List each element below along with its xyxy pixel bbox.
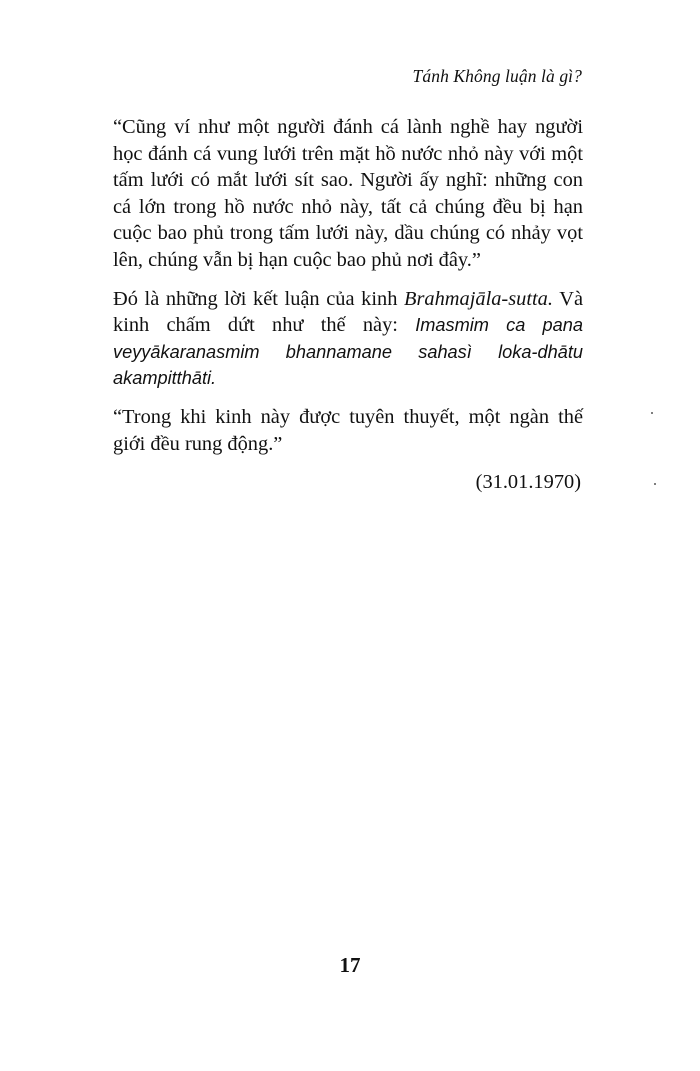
page-body bbox=[113, 114, 583, 496]
closing-intro: Và kinh chấm dứt như thế này: bbox=[113, 287, 583, 337]
conclusion-paragraph bbox=[113, 286, 583, 392]
sutta-name: Brahmajāla-sutta. bbox=[404, 287, 553, 310]
translation-paragraph: “Trong khi kinh này được tuyên thuyết, một ngàn thế giới đều rung động.” bbox=[113, 405, 583, 455]
pali-phrase-2: veyyākaranasmim bhannamane sahasì loka-dhātu akampitthāti. bbox=[113, 341, 583, 389]
date-stamp: (31.01.1970) bbox=[475, 471, 581, 494]
scan-speck bbox=[651, 412, 653, 414]
conclusion-intro: Đó là những lời kết luận của kinh bbox=[113, 287, 404, 310]
running-header: Tánh Không luận là gì? bbox=[412, 66, 582, 86]
page-number: 17 bbox=[339, 953, 361, 977]
scan-speck bbox=[654, 483, 656, 485]
quote-paragraph: “Cũng ví như một người đánh cá lành nghề hay người học đánh cá vung lưới trên mặt hồ nước nhỏ này với một tấm lưới có mắt lưới sít sao. Người ấy nghĩ: những con cá lớn trong hồ nước nhỏ này, tất cả chúng đều bị hạn cuộc bao phủ trong tấm lưới này, dầu chúng có nhảy vọt lên, chúng vẫn bị hạn cuộc bao phủ nơi đây.” bbox=[113, 116, 583, 271]
pali-phrase-1: Imasmim ca pana bbox=[415, 315, 583, 336]
